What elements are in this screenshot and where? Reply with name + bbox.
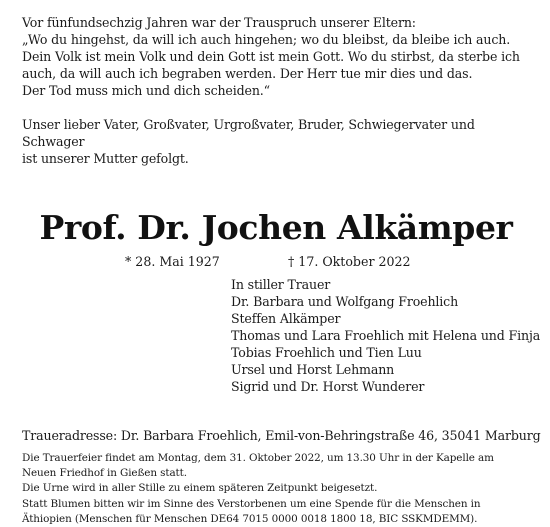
mourner-name: Sigrid und Dr. Horst Wunderer: [231, 379, 425, 394]
deceased-name: Prof. Dr. Jochen Alkämper: [39, 208, 513, 247]
mourning-address: Traueradresse: Dr. Barbara Froehlich, Emil-von-Behringstraße 46, 35041 Marburg: [22, 428, 541, 443]
funeral-details: [22, 451, 530, 527]
verse-line: Der Tod muss mich und dich scheiden.“: [22, 83, 270, 98]
details-line: Neuen Friedhof in Gießen statt.: [22, 467, 187, 480]
intro-line: ist unserer Mutter gefolgt.: [22, 151, 189, 166]
mourner-name: Steffen Alkämper: [231, 311, 341, 326]
intro-line: Unser lieber Vater, Großvater, Urgroßvater, Bruder, Schwiegervater und Schwager: [22, 117, 475, 149]
verse-line: „Wo du hingehst, da will ich auch hingehen; wo du bleibst, da bleibe ich auch.: [22, 32, 511, 47]
mourner-name: Tobias Froehlich und Tien Luu: [231, 345, 422, 360]
birth-date: * 28. Mai 1927: [125, 254, 220, 269]
mourners-list: [231, 276, 541, 395]
details-line: Die Urne wird in aller Stille zu einem späteren Zeitpunkt beigesetzt.: [22, 482, 378, 495]
verse-intro: Vor fünfundsechzig Jahren war der Trauspruch unserer Eltern:: [22, 15, 416, 30]
death-date: † 17. Oktober 2022: [288, 254, 411, 269]
details-line: Äthiopien (Menschen für Menschen DE64 7015 0000 0018 1800 18, BIC SSKMDEMM).: [22, 512, 478, 525]
life-dates: [22, 253, 530, 271]
details-line: Die Trauerfeier findet am Montag, dem 31. Oktober 2022, um 13.30 Uhr in der Kapelle am: [22, 452, 494, 464]
mourner-name: Thomas und Lara Froehlich mit Helena und Finja: [231, 328, 541, 343]
details-line: Statt Blumen bitten wir im Sinne des Verstorbenen um eine Spende für die Menschen in: [22, 497, 481, 510]
wedding-verse: [22, 14, 530, 99]
mourners-heading: In stiller Trauer: [231, 277, 331, 292]
mourner-name: Ursel und Horst Lehmann: [231, 362, 395, 377]
family-intro: [22, 116, 530, 167]
mourner-name: Dr. Barbara und Wolfgang Froehlich: [231, 294, 459, 309]
verse-line: Dein Volk ist mein Volk und dein Gott ist mein Gott. Wo du stirbst, da sterbe ich: [22, 49, 520, 64]
verse-line: auch, da will auch ich begraben werden. Der Herr tue mir dies und das.: [22, 66, 473, 81]
